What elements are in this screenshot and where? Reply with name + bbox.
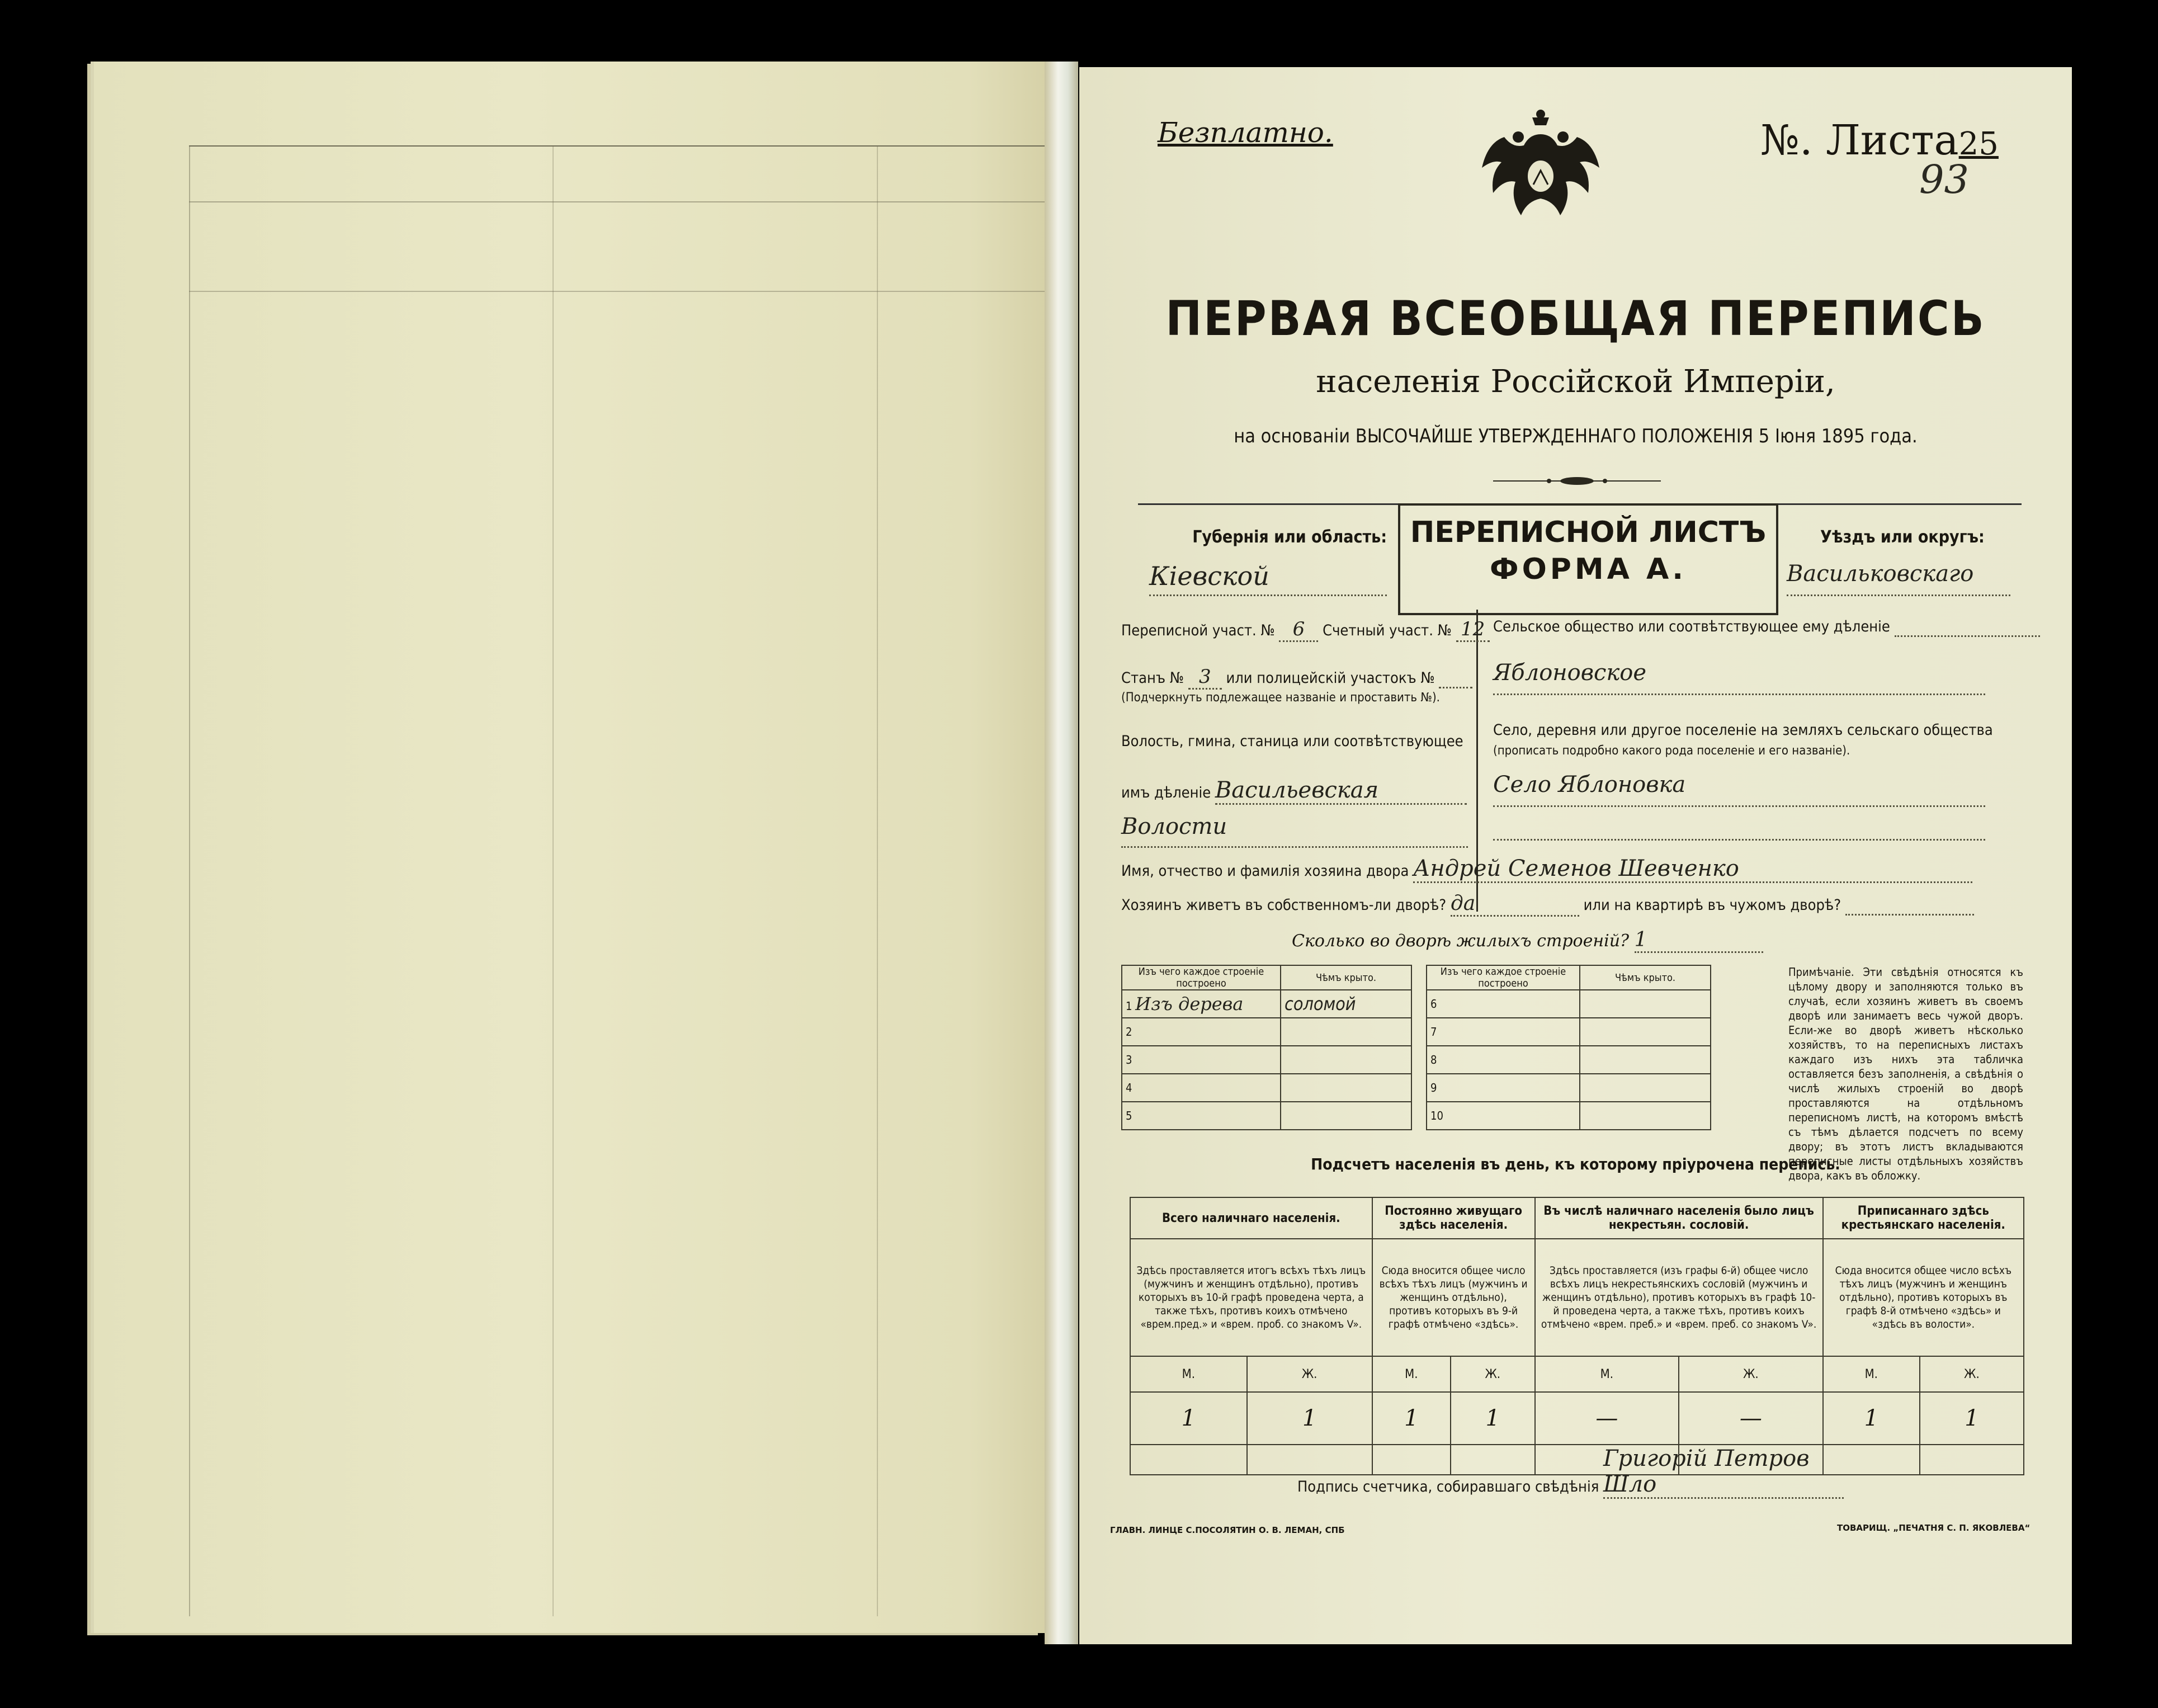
row-number: 4 bbox=[1122, 1074, 1281, 1102]
form-title-line1: ПЕРЕПИСНОЙ ЛИСТЪ bbox=[1410, 516, 1767, 549]
printer-imprint-right: ТОВАРИЩ. „ПЕЧАТНЯ С. П. ЯКОВЛЕВА“ bbox=[1837, 1523, 2030, 1533]
document-title: ПЕРВАЯ ВСЕОБЩАЯ ПЕРЕПИСЬ bbox=[1165, 291, 1986, 347]
volost-value-line2: Волости bbox=[1121, 814, 1468, 848]
building-row bbox=[1122, 1102, 1411, 1130]
row-number: 3 bbox=[1122, 1046, 1281, 1074]
buildings-question: Сколько во дворѣ жилыхъ строеній? bbox=[1292, 931, 1630, 951]
village-value-line2 bbox=[1493, 817, 1985, 841]
building-row bbox=[1427, 1018, 1711, 1046]
count-district-label: Счетный участ. № bbox=[1323, 622, 1452, 639]
building-row bbox=[1427, 990, 1711, 1018]
lives-own-label: Хозяинъ живетъ въ собственномъ-ли дворѣ? bbox=[1121, 897, 1447, 914]
col-material: Изъ чего каждое строеніе построено bbox=[1427, 965, 1580, 990]
form-title-line2: ФОРМА А. bbox=[1490, 553, 1687, 586]
zh-label: Ж. bbox=[1920, 1356, 2024, 1392]
pop-col-resident-head: Постоянно живущаго здѣсь населенія. bbox=[1372, 1197, 1535, 1239]
m-label: М. bbox=[1372, 1356, 1451, 1392]
building-row bbox=[1427, 1102, 1711, 1130]
gubernia-block bbox=[1138, 503, 1398, 617]
building-row bbox=[1122, 990, 1411, 1018]
building-row bbox=[1122, 1074, 1411, 1102]
building-row bbox=[1427, 1074, 1711, 1102]
village-label: Село, деревня или другое поселеніе на земляхъ сельскаго общества bbox=[1493, 721, 1993, 739]
pop-noncrest-zh: — bbox=[1679, 1392, 1823, 1445]
buildings-note: Примѣчаніе. Эти свѣдѣнія относятся къ цѣлому двору и заполняются только въ случаѣ, если хозяинъ живетъ въ своемъ дворѣ или занимаетъ весь чужой дворъ. Если-же во дворѣ живетъ нѣсколько хозяйствъ, то на переписныхъ листахъ каждаго изъ нихъ эта табличка оставляется безъ заполненія, а свѣдѣнія о числѣ жилыхъ строеній во дворѣ проставляются на отдѣльномъ переписномъ листѣ, на которомъ вмѣстѣ съ тѣмъ дѣлается подсчетъ по всему двору; въ этотъ листъ вкладываются переписные листы отдѣльныхъ хозяйствъ двора, какъ въ обложку. bbox=[1788, 965, 2023, 1182]
zh-label: Ж. bbox=[1451, 1356, 1535, 1392]
population-title: Подсчетъ населенія въ день, къ которому пріурочена перепись. bbox=[1311, 1155, 1840, 1173]
sheet-number-printed: 25 bbox=[1958, 126, 1999, 162]
bleedthrough-line bbox=[189, 145, 1073, 147]
pop-col-noncrest-head: Въ числѣ наличнаго населенія было лицъ некрестьян. сословій. bbox=[1535, 1197, 1823, 1239]
bleedthrough-line bbox=[553, 145, 554, 1616]
buildings-question-field bbox=[1292, 928, 1763, 953]
m-label: М. bbox=[1823, 1356, 1920, 1392]
building-material: Изъ дерева bbox=[1135, 993, 1244, 1015]
left-page-blank bbox=[94, 62, 1045, 1633]
pop-ascribed-m: 1 bbox=[1823, 1392, 1920, 1445]
population-table bbox=[1130, 1197, 2024, 1475]
uezd-value: Васильковскаго bbox=[1787, 561, 2010, 596]
volost-value-line1: Васильевская bbox=[1215, 777, 1467, 805]
stan-note: (Подчеркнуть подлежащее названіе и проставить №). bbox=[1121, 691, 1440, 705]
volost-label-line1: Волость, гмина, станица или соотвѣтствующее bbox=[1121, 733, 1463, 750]
imperial-eagle-emblem bbox=[1471, 106, 1611, 246]
m-label: М. bbox=[1130, 1356, 1247, 1392]
pop-resident-zh: 1 bbox=[1451, 1392, 1535, 1445]
lives-own-value: да bbox=[1451, 892, 1579, 917]
bleedthrough-line bbox=[189, 145, 190, 1616]
census-district-label: Переписной участ. № bbox=[1121, 622, 1275, 639]
sheet-number-label: №. Листа bbox=[1760, 116, 1959, 164]
stan-field bbox=[1121, 666, 1472, 690]
pop-total-zh: 1 bbox=[1247, 1392, 1372, 1445]
society-field bbox=[1493, 618, 2040, 637]
owner-label: Имя, отчество и фамилія хозяина двора bbox=[1121, 862, 1409, 880]
zh-label: Ж. bbox=[1247, 1356, 1372, 1392]
row-number: 6 bbox=[1427, 990, 1580, 1018]
pop-col-ascribed-desc: Сюда вносится общее число всѣхъ тѣхъ лицъ (мужчинъ и женщинъ отдѣльно), противъ которыхъ въ графѣ 8-й отмѣчено «здѣсь» и «здѣсь въ волости». bbox=[1823, 1239, 2024, 1356]
printer-imprint-left: ГЛАВН. ЛИНЦЕ С.ПОСОЛЯТИН О. В. ЛЕМАН, СПБ bbox=[1110, 1525, 1345, 1535]
pop-col-total-desc: Здѣсь проставляется итогъ всѣхъ тѣхъ лицъ (мужчинъ и женщинъ отдѣльно), противъ которыхъ въ 10-й графѣ проведена черта, а также тѣхъ, противъ коихъ отмѣчено «врем.пред.» и «врем. проб. со знакомъ V». bbox=[1130, 1239, 1372, 1356]
pop-noncrest-m: — bbox=[1535, 1392, 1679, 1445]
legal-basis: на основаніи ВЫСОЧАЙШЕ УТВЕРЖДЕННАГО ПОЛОЖЕНІЯ 5 Іюня 1895 года. bbox=[1234, 425, 1918, 447]
col-roof: Чѣмъ крыто. bbox=[1580, 965, 1711, 990]
row-number: 1 bbox=[1126, 999, 1132, 1013]
zh-label: Ж. bbox=[1679, 1356, 1823, 1392]
building-row bbox=[1122, 1018, 1411, 1046]
row-number: 5 bbox=[1122, 1102, 1281, 1130]
pop-col-ascribed-head: Приписаннаго здѣсь крестьянскаго населенія. bbox=[1823, 1197, 2024, 1239]
uezd-label: Уѣздъ или округъ: bbox=[1820, 527, 1985, 547]
pop-col-resident-desc: Сюда вносится общее число всѣхъ тѣхъ лицъ (мужчинъ и женщинъ отдѣльно), противъ которыхъ въ 9-й графѣ отмѣчено «здѣсь». bbox=[1372, 1239, 1535, 1356]
signature-value: Григорій Петров Шло bbox=[1603, 1446, 1844, 1499]
gubernia-label: Губернія или область: bbox=[1192, 527, 1387, 547]
building-roof: соломой bbox=[1281, 990, 1411, 1018]
free-label: Безплатно. bbox=[1158, 116, 1333, 149]
m-label: М. bbox=[1535, 1356, 1679, 1392]
uezd-block bbox=[1778, 503, 2022, 617]
society-value: Яблоновское bbox=[1493, 660, 1985, 695]
stan-value: 3 bbox=[1188, 666, 1222, 690]
form-title-box bbox=[1398, 503, 1778, 615]
bleedthrough-line bbox=[189, 201, 1073, 202]
buildings-value: 1 bbox=[1635, 928, 1763, 953]
residence-field bbox=[1121, 892, 1974, 917]
signature-field bbox=[1297, 1446, 1844, 1499]
row-number: 10 bbox=[1427, 1102, 1580, 1130]
buildings-table-left bbox=[1121, 965, 1412, 1130]
row-number: 7 bbox=[1427, 1018, 1580, 1046]
count-district-value: 12 bbox=[1456, 618, 1490, 642]
pop-col-total-head: Всего наличнаго населенія. bbox=[1130, 1197, 1372, 1239]
stan-label: Станъ № bbox=[1121, 669, 1184, 687]
lives-other-label: или на квартирѣ въ чужомъ дворѣ? bbox=[1583, 897, 1841, 914]
owner-value: Андрей Семенов Шевченко bbox=[1413, 856, 1972, 883]
census-district-value: 6 bbox=[1279, 618, 1318, 642]
police-label: или полицейскій участокъ № bbox=[1226, 669, 1435, 687]
bleedthrough-line bbox=[189, 291, 1073, 292]
building-row bbox=[1427, 1046, 1711, 1074]
pop-total-m: 1 bbox=[1130, 1392, 1247, 1445]
signature-label: Подпись счетчика, собиравшаго свѣдѣнія bbox=[1297, 1478, 1599, 1495]
village-note: (прописать подробно какого рода поселеніе и его названіе). bbox=[1493, 744, 1850, 758]
row-number: 8 bbox=[1427, 1046, 1580, 1074]
pop-ascribed-zh: 1 bbox=[1920, 1392, 2024, 1445]
pop-resident-m: 1 bbox=[1372, 1392, 1451, 1445]
police-value bbox=[1439, 669, 1472, 688]
document-subtitle: населенія Россійской Имперіи, bbox=[1316, 364, 1835, 400]
col-material: Изъ чего каждое строеніе построено bbox=[1122, 965, 1281, 990]
census-district-field bbox=[1121, 618, 1490, 642]
sheet-number-handwritten: 93 bbox=[1919, 157, 1970, 202]
ornament-divider bbox=[1493, 475, 1661, 487]
gubernia-value: Кіевской bbox=[1149, 561, 1387, 596]
volost-field bbox=[1121, 777, 1467, 805]
building-row bbox=[1122, 1046, 1411, 1074]
owner-field bbox=[1121, 856, 1972, 883]
book-spine bbox=[1045, 62, 1078, 1644]
pop-col-noncrest-desc: Здѣсь проставляется (изъ графы 6-й) общее число всѣхъ лицъ некрестьянскихъ сословій (мужчинъ и женщинъ отдѣльно), противъ которыхъ въ графѣ 10-й проведена черта, а также тѣхъ, противъ коихъ отмѣчено «врем. преб.» и «врем. преб. со знакомъ V». bbox=[1535, 1239, 1823, 1356]
census-form-page bbox=[1079, 67, 2072, 1644]
row-number: 2 bbox=[1122, 1018, 1281, 1046]
row-number: 9 bbox=[1427, 1074, 1580, 1102]
volost-label-line2: имъ дѣленіе bbox=[1121, 784, 1211, 801]
society-label: Сельское общество или соотвѣтствующее ему дѣленіе bbox=[1493, 618, 1890, 635]
bleedthrough-line bbox=[877, 145, 878, 1616]
col-roof: Чѣмъ крыто. bbox=[1281, 965, 1411, 990]
buildings-table-right bbox=[1426, 965, 1711, 1130]
village-value: Село Яблоновка bbox=[1493, 772, 1985, 807]
form-header bbox=[1138, 503, 2022, 615]
